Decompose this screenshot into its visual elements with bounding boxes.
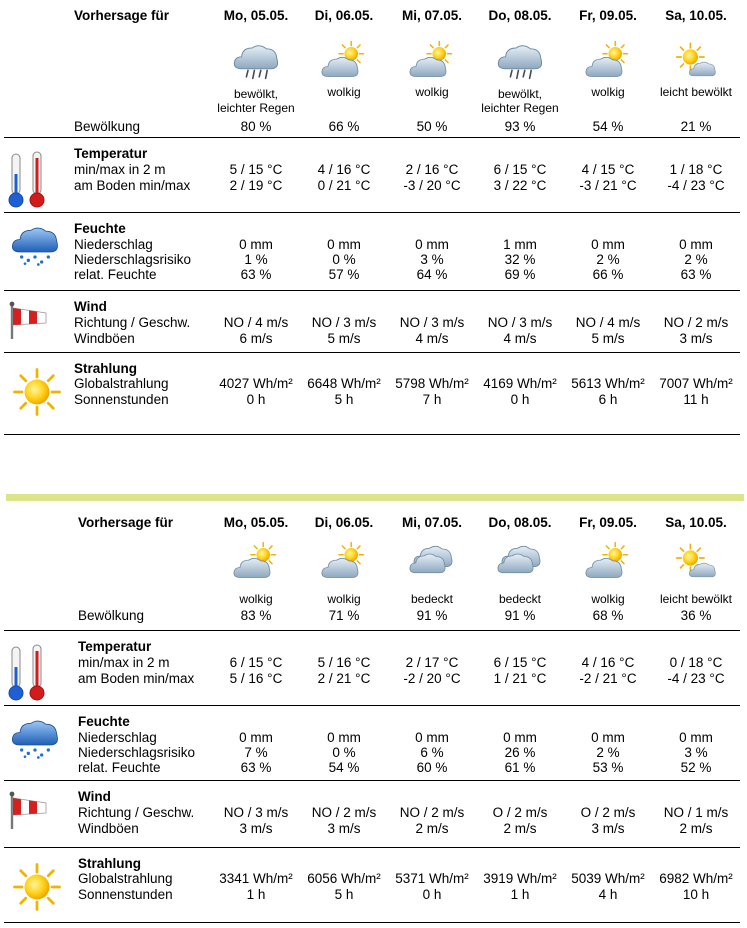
global-radiation-value: 4027 Wh/m² (219, 376, 293, 391)
sunshine-hours-value: 5 h (334, 392, 354, 407)
temp-2m-value: 2 / 17 °C (405, 655, 459, 670)
precipitation-value: 0 mm (679, 730, 713, 745)
precipitation-label: Niederschlag (78, 730, 157, 745)
cloudiness-label: Bewölkung (78, 608, 145, 623)
day-header: Sa, 10.05. (665, 8, 727, 23)
temp-2m-value: 1 / 18 °C (669, 162, 723, 177)
weather-description: bewölkt, (233, 87, 279, 101)
rain-cloud-icon (10, 720, 60, 763)
global-radiation-value: 3919 Wh/m² (483, 871, 557, 886)
day-header: Mi, 07.05. (401, 515, 463, 530)
day-header: Di, 06.05. (314, 8, 374, 23)
cloudiness-label: Bewölkung (74, 119, 141, 134)
cloudiness-value: 80 % (240, 119, 272, 134)
relative-humidity-value: 52 % (680, 760, 712, 775)
precipitation-risk-label: Niederschlagsrisiko (78, 745, 196, 760)
sunshine-hours-value: 6 h (598, 392, 618, 407)
precipitation-risk-label: Niederschlagsrisiko (74, 252, 192, 267)
temp-2m-value: 2 / 16 °C (405, 162, 459, 177)
weather-description: leichter Regen (217, 101, 295, 115)
relative-humidity-value: 54 % (328, 760, 360, 775)
sunshine-hours-value: 0 h (510, 392, 530, 407)
thermometer-icon (6, 643, 50, 708)
precipitation-value: 1 mm (503, 237, 537, 252)
cloudiness-value: 36 % (680, 608, 712, 623)
cloudiness-value: 50 % (416, 119, 448, 134)
partly-cloudy-icon (320, 541, 368, 586)
wind-direction-value: NO / 3 m/s (311, 315, 377, 330)
sunshine-hours-value: 10 h (682, 887, 710, 902)
separator-line (4, 630, 740, 631)
temp-ground-value: -3 / 21 °C (579, 178, 637, 193)
temperature-row2-label: am Boden min/max (74, 178, 191, 193)
temp-ground-value: 0 / 21 °C (317, 178, 371, 193)
temp-2m-value: 6 / 15 °C (493, 655, 547, 670)
weather-description: wolkig (327, 85, 361, 99)
temp-ground-value: 3 / 22 °C (493, 178, 547, 193)
weather-description: bedeckt (410, 592, 454, 606)
humidity-title: Feuchte (78, 714, 130, 729)
wind-gusts-value: 4 m/s (415, 331, 449, 346)
wind-direction-value: NO / 2 m/s (311, 805, 377, 820)
weather-description: leicht bewölkt (659, 592, 733, 606)
mostly-sunny-icon (672, 40, 720, 85)
wind-gusts-value: 6 m/s (239, 331, 273, 346)
cloudiness-value: 54 % (592, 119, 624, 134)
windsock-icon (8, 791, 50, 834)
relative-humidity-value: 63 % (680, 267, 712, 282)
wind-direction-value: O / 2 m/s (580, 805, 636, 820)
separator-line (4, 705, 740, 706)
precipitation-risk-value: 6 % (420, 745, 444, 760)
global-radiation-value: 6056 Wh/m² (307, 871, 381, 886)
temperature-title: Temperatur (78, 639, 152, 654)
global-radiation-value: 5039 Wh/m² (571, 871, 645, 886)
relative-humidity-value: 63 % (240, 760, 272, 775)
cloud-rain-icon (496, 40, 544, 87)
precipitation-risk-value: 2 % (596, 252, 620, 267)
day-header: Mo, 05.05. (223, 8, 289, 23)
weather-description: wolkig (591, 592, 625, 606)
sunshine-hours-value: 1 h (246, 887, 266, 902)
temp-ground-value: -4 / 23 °C (667, 671, 725, 686)
temp-ground-value: 2 / 21 °C (317, 671, 371, 686)
thermometer-icon (6, 150, 50, 215)
sunshine-hours-value: 0 h (422, 887, 442, 902)
wind-direction-label: Richtung / Geschw. (74, 315, 191, 330)
wind-gusts-value: 2 m/s (503, 821, 537, 836)
cloudiness-value: 83 % (240, 608, 272, 623)
cloudiness-value: 91 % (416, 608, 448, 623)
wind-title: Wind (74, 299, 107, 314)
global-radiation-value: 5798 Wh/m² (395, 376, 469, 391)
day-header: Sa, 10.05. (665, 515, 727, 530)
temp-ground-value: -4 / 23 °C (667, 178, 725, 193)
mostly-sunny-icon (672, 541, 720, 586)
global-radiation-value: 6982 Wh/m² (659, 871, 733, 886)
cloudiness-value: 71 % (328, 608, 360, 623)
sunshine-hours-value: 0 h (246, 392, 266, 407)
forecast-header-label: Vorhersage für (74, 8, 170, 23)
separator-line (4, 922, 740, 923)
temp-ground-value: -3 / 20 °C (403, 178, 461, 193)
radiation-title: Strahlung (78, 856, 141, 871)
relative-humidity-value: 64 % (416, 267, 448, 282)
cloudiness-value: 68 % (592, 608, 624, 623)
day-header: Fr, 09.05. (579, 515, 637, 530)
windsock-icon (8, 301, 50, 344)
global-radiation-value: 3341 Wh/m² (219, 871, 293, 886)
wind-gusts-value: 3 m/s (327, 821, 361, 836)
precipitation-value: 0 mm (327, 237, 361, 252)
forecast-block (0, 0, 747, 433)
sunshine-hours-value: 11 h (683, 392, 709, 407)
partly-cloudy-icon (408, 40, 456, 85)
precipitation-value: 0 mm (591, 730, 625, 745)
temperature-row2-label: am Boden min/max (78, 671, 195, 686)
temp-2m-value: 5 / 15 °C (229, 162, 283, 177)
global-radiation-value: 7007 Wh/m² (659, 376, 733, 391)
temp-2m-value: 6 / 15 °C (229, 655, 283, 670)
relative-humidity-value: 61 % (504, 760, 536, 775)
precipitation-value: 0 mm (415, 730, 449, 745)
day-header: Fr, 09.05. (579, 8, 637, 23)
wind-gusts-value: 3 m/s (679, 331, 713, 346)
sun-icon (12, 862, 62, 915)
day-header: Do, 08.05. (488, 515, 552, 530)
sunshine-hours-value: 7 h (422, 392, 442, 407)
wind-gusts-value: 5 m/s (327, 331, 361, 346)
temp-ground-value: 2 / 19 °C (229, 178, 283, 193)
partly-cloudy-icon (320, 40, 368, 85)
wind-direction-label: Richtung / Geschw. (78, 805, 195, 820)
humidity-title: Feuchte (74, 221, 126, 236)
precipitation-risk-value: 32 % (504, 252, 536, 267)
radiation-title: Strahlung (74, 361, 137, 376)
precipitation-risk-value: 0 % (332, 745, 356, 760)
temp-ground-value: 5 / 16 °C (229, 671, 283, 686)
global-radiation-label: Globalstrahlung (74, 376, 169, 391)
precipitation-value: 0 mm (503, 730, 537, 745)
relative-humidity-label: relat. Feuchte (78, 760, 161, 775)
relative-humidity-value: 63 % (240, 267, 272, 282)
wind-direction-value: NO / 2 m/s (399, 805, 465, 820)
wind-gusts-label: Windböen (74, 331, 135, 346)
forecast-block (0, 495, 747, 928)
wind-gusts-value: 2 m/s (415, 821, 449, 836)
partly-cloudy-icon (584, 40, 632, 85)
separator-line (4, 290, 740, 291)
relative-humidity-value: 66 % (592, 267, 624, 282)
precipitation-value: 0 mm (327, 730, 361, 745)
weather-description: leichter Regen (481, 101, 559, 115)
overcast-icon (496, 541, 546, 582)
separator-line (4, 780, 740, 781)
separator-line (4, 137, 740, 138)
precipitation-risk-value: 1 % (244, 252, 268, 267)
weather-description: bewölkt, (497, 87, 543, 101)
relative-humidity-value: 57 % (328, 267, 360, 282)
wind-direction-value: NO / 2 m/s (663, 315, 729, 330)
wind-direction-value: NO / 1 m/s (663, 805, 729, 820)
precipitation-risk-value: 7 % (244, 745, 268, 760)
day-header: Mi, 07.05. (401, 8, 463, 23)
relative-humidity-value: 60 % (416, 760, 448, 775)
weather-description: leicht bewölkt (659, 85, 733, 99)
cloudiness-value: 21 % (680, 119, 712, 134)
weather-description: wolkig (239, 592, 273, 606)
sunshine-hours-label: Sonnenstunden (78, 887, 173, 902)
wind-gusts-value: 5 m/s (591, 331, 625, 346)
wind-gusts-value: 4 m/s (503, 331, 537, 346)
temp-2m-value: 4 / 16 °C (581, 655, 635, 670)
sun-icon (12, 367, 62, 420)
separator-line (4, 847, 740, 848)
temperature-title: Temperatur (74, 146, 148, 161)
wind-gusts-value: 3 m/s (239, 821, 273, 836)
precipitation-risk-value: 2 % (684, 252, 708, 267)
global-radiation-value: 5371 Wh/m² (395, 871, 469, 886)
temp-2m-value: 6 / 15 °C (493, 162, 547, 177)
cloudiness-value: 93 % (504, 119, 536, 134)
relative-humidity-value: 69 % (504, 267, 536, 282)
precipitation-risk-value: 2 % (596, 745, 620, 760)
wind-direction-value: NO / 3 m/s (487, 315, 553, 330)
partly-cloudy-icon (232, 541, 280, 586)
wind-gusts-label: Windböen (78, 821, 139, 836)
wind-direction-value: NO / 3 m/s (399, 315, 465, 330)
wind-direction-value: NO / 3 m/s (223, 805, 289, 820)
precipitation-value: 0 mm (239, 730, 273, 745)
precipitation-risk-value: 3 % (684, 745, 708, 760)
temp-2m-value: 4 / 16 °C (317, 162, 371, 177)
sunshine-hours-value: 5 h (334, 887, 354, 902)
temperature-row1-label: min/max in 2 m (74, 162, 166, 177)
global-radiation-value: 5613 Wh/m² (571, 376, 645, 391)
temp-ground-value: 1 / 21 °C (493, 671, 547, 686)
sunshine-hours-value: 4 h (598, 887, 618, 902)
cloudiness-value: 66 % (328, 119, 360, 134)
rain-cloud-icon (10, 227, 60, 270)
forecast-header-label: Vorhersage für (78, 515, 174, 530)
day-header: Do, 08.05. (488, 8, 552, 23)
precipitation-risk-value: 3 % (420, 252, 444, 267)
weather-description: wolkig (591, 85, 625, 99)
wind-gusts-value: 2 m/s (679, 821, 713, 836)
precipitation-value: 0 mm (239, 237, 273, 252)
global-radiation-value: 4169 Wh/m² (483, 376, 557, 391)
sunshine-hours-label: Sonnenstunden (74, 392, 169, 407)
precipitation-risk-value: 26 % (504, 745, 536, 760)
global-radiation-label: Globalstrahlung (78, 871, 173, 886)
sunshine-hours-value: 1 h (510, 887, 530, 902)
temp-2m-value: 4 / 15 °C (581, 162, 635, 177)
relative-humidity-value: 53 % (592, 760, 624, 775)
separator-line (4, 434, 740, 435)
precipitation-label: Niederschlag (74, 237, 153, 252)
wind-title: Wind (78, 789, 111, 804)
precipitation-value: 0 mm (415, 237, 449, 252)
separator-line (4, 352, 740, 353)
temp-ground-value: -2 / 20 °C (403, 671, 461, 686)
overcast-icon (408, 541, 458, 582)
partly-cloudy-icon (584, 541, 632, 586)
cloud-rain-icon (232, 40, 280, 87)
separator-line (4, 212, 740, 213)
temperature-row1-label: min/max in 2 m (78, 655, 170, 670)
cloudiness-value: 91 % (504, 608, 536, 623)
temp-2m-value: 5 / 16 °C (317, 655, 371, 670)
wind-direction-value: O / 2 m/s (492, 805, 548, 820)
precipitation-value: 0 mm (679, 237, 713, 252)
wind-direction-value: NO / 4 m/s (575, 315, 641, 330)
weather-description: wolkig (415, 85, 449, 99)
relative-humidity-label: relat. Feuchte (74, 267, 157, 282)
wind-gusts-value: 3 m/s (591, 821, 625, 836)
weather-description: wolkig (327, 592, 361, 606)
temp-ground-value: -2 / 21 °C (579, 671, 637, 686)
temp-2m-value: 0 / 18 °C (669, 655, 723, 670)
wind-direction-value: NO / 4 m/s (223, 315, 289, 330)
precipitation-value: 0 mm (591, 237, 625, 252)
weather-description: bedeckt (498, 592, 542, 606)
day-header: Di, 06.05. (314, 515, 374, 530)
precipitation-risk-value: 0 % (332, 252, 356, 267)
global-radiation-value: 6648 Wh/m² (307, 376, 381, 391)
day-header: Mo, 05.05. (223, 515, 289, 530)
